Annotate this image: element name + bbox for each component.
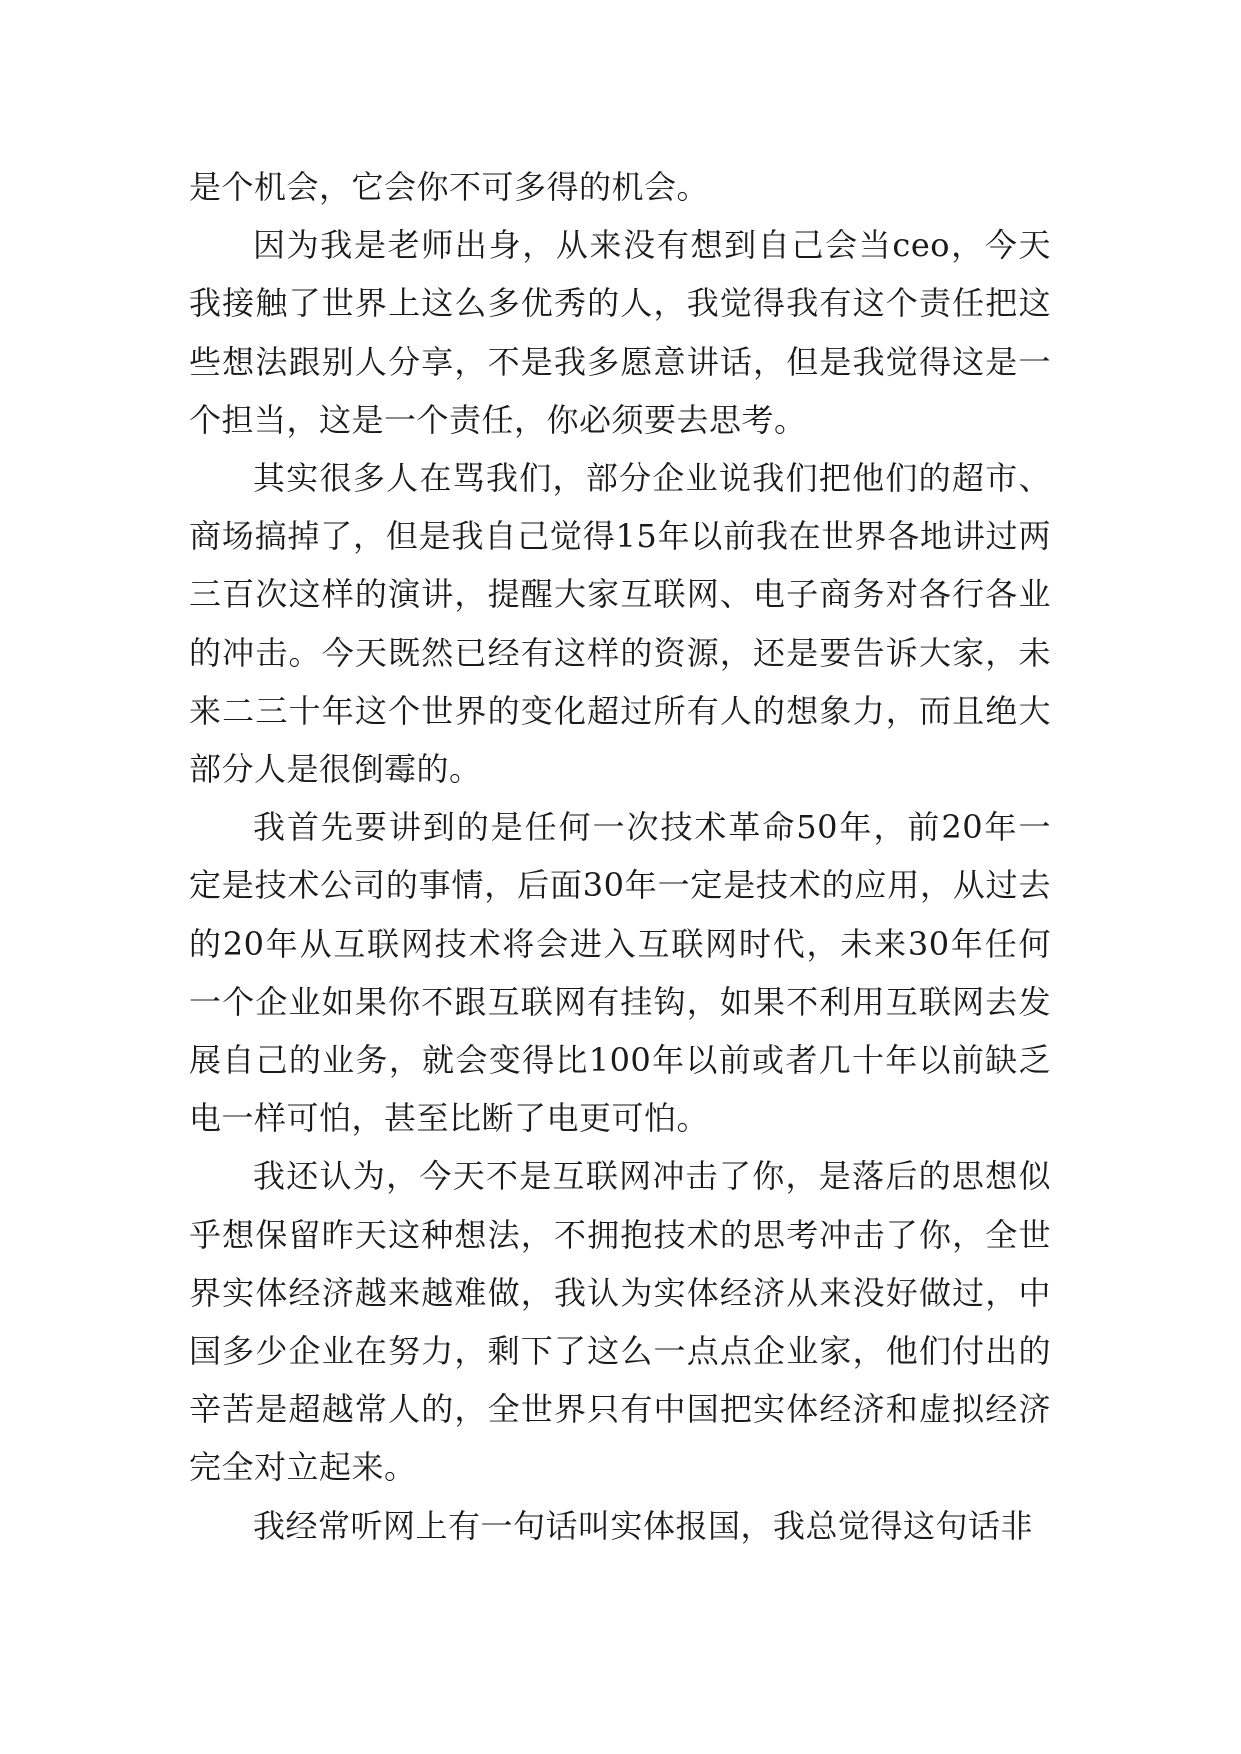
paragraph-1: 是个机会，它会你不可多得的机会。 — [189, 168, 710, 206]
document-body — [189, 158, 1051, 1555]
paragraph-5: 我还认为，今天不是互联网冲击了你，是落后的思想似乎想保留昨天这种想法，不拥抱技术的思考冲击了你，全世界实体经济越来越难做，我认为实体经济从来没好做过，中国多少企业在努力，剩下了这么一点点企业家，他们付出的辛苦是超越常人的，全世界只有中国把实体经济和虚拟经济完全对立起来。 — [189, 1157, 1051, 1487]
paragraph-4: 我首先要讲到的是任何一次技术革命50年，前20年一定是技术公司的事情，后面30年一定是技术的应用，从过去的20年从互联网技术将会进入互联网时代，未来30年任何一个企业如果你不跟互联网有挂钩，如果不利用互联网去发展自己的业务，就会变得比100年以前或者几十年以前缺乏电一样可怕，甚至比断了电更可怕。 — [189, 808, 1051, 1138]
paragraph-3: 其实很多人在骂我们，部分企业说我们把他们的超市、商场搞掉了，但是我自己觉得15年以前我在世界各地讲过两三百次这样的演讲，提醒大家互联网、电子商务对各行各业的冲击。今天既然已经有这样的资源，还是要告诉大家，未来二三十年这个世界的变化超过所有人的想象力，而且绝大部分人是很倒霉的。 — [189, 459, 1051, 789]
paragraph-6: 我经常听网上有一句话叫实体报国，我总觉得这句话非 — [253, 1506, 1034, 1545]
paragraph-2: 因为我是老师出身，从来没有想到自己会当ceo，今天我接触了世界上这么多优秀的人，我觉得我有这个责任把这些想法跟别人分享，不是我多愿意讲话，但是我觉得这是一个担当，这是一个责任，你必须要去思考。 — [189, 226, 1051, 439]
